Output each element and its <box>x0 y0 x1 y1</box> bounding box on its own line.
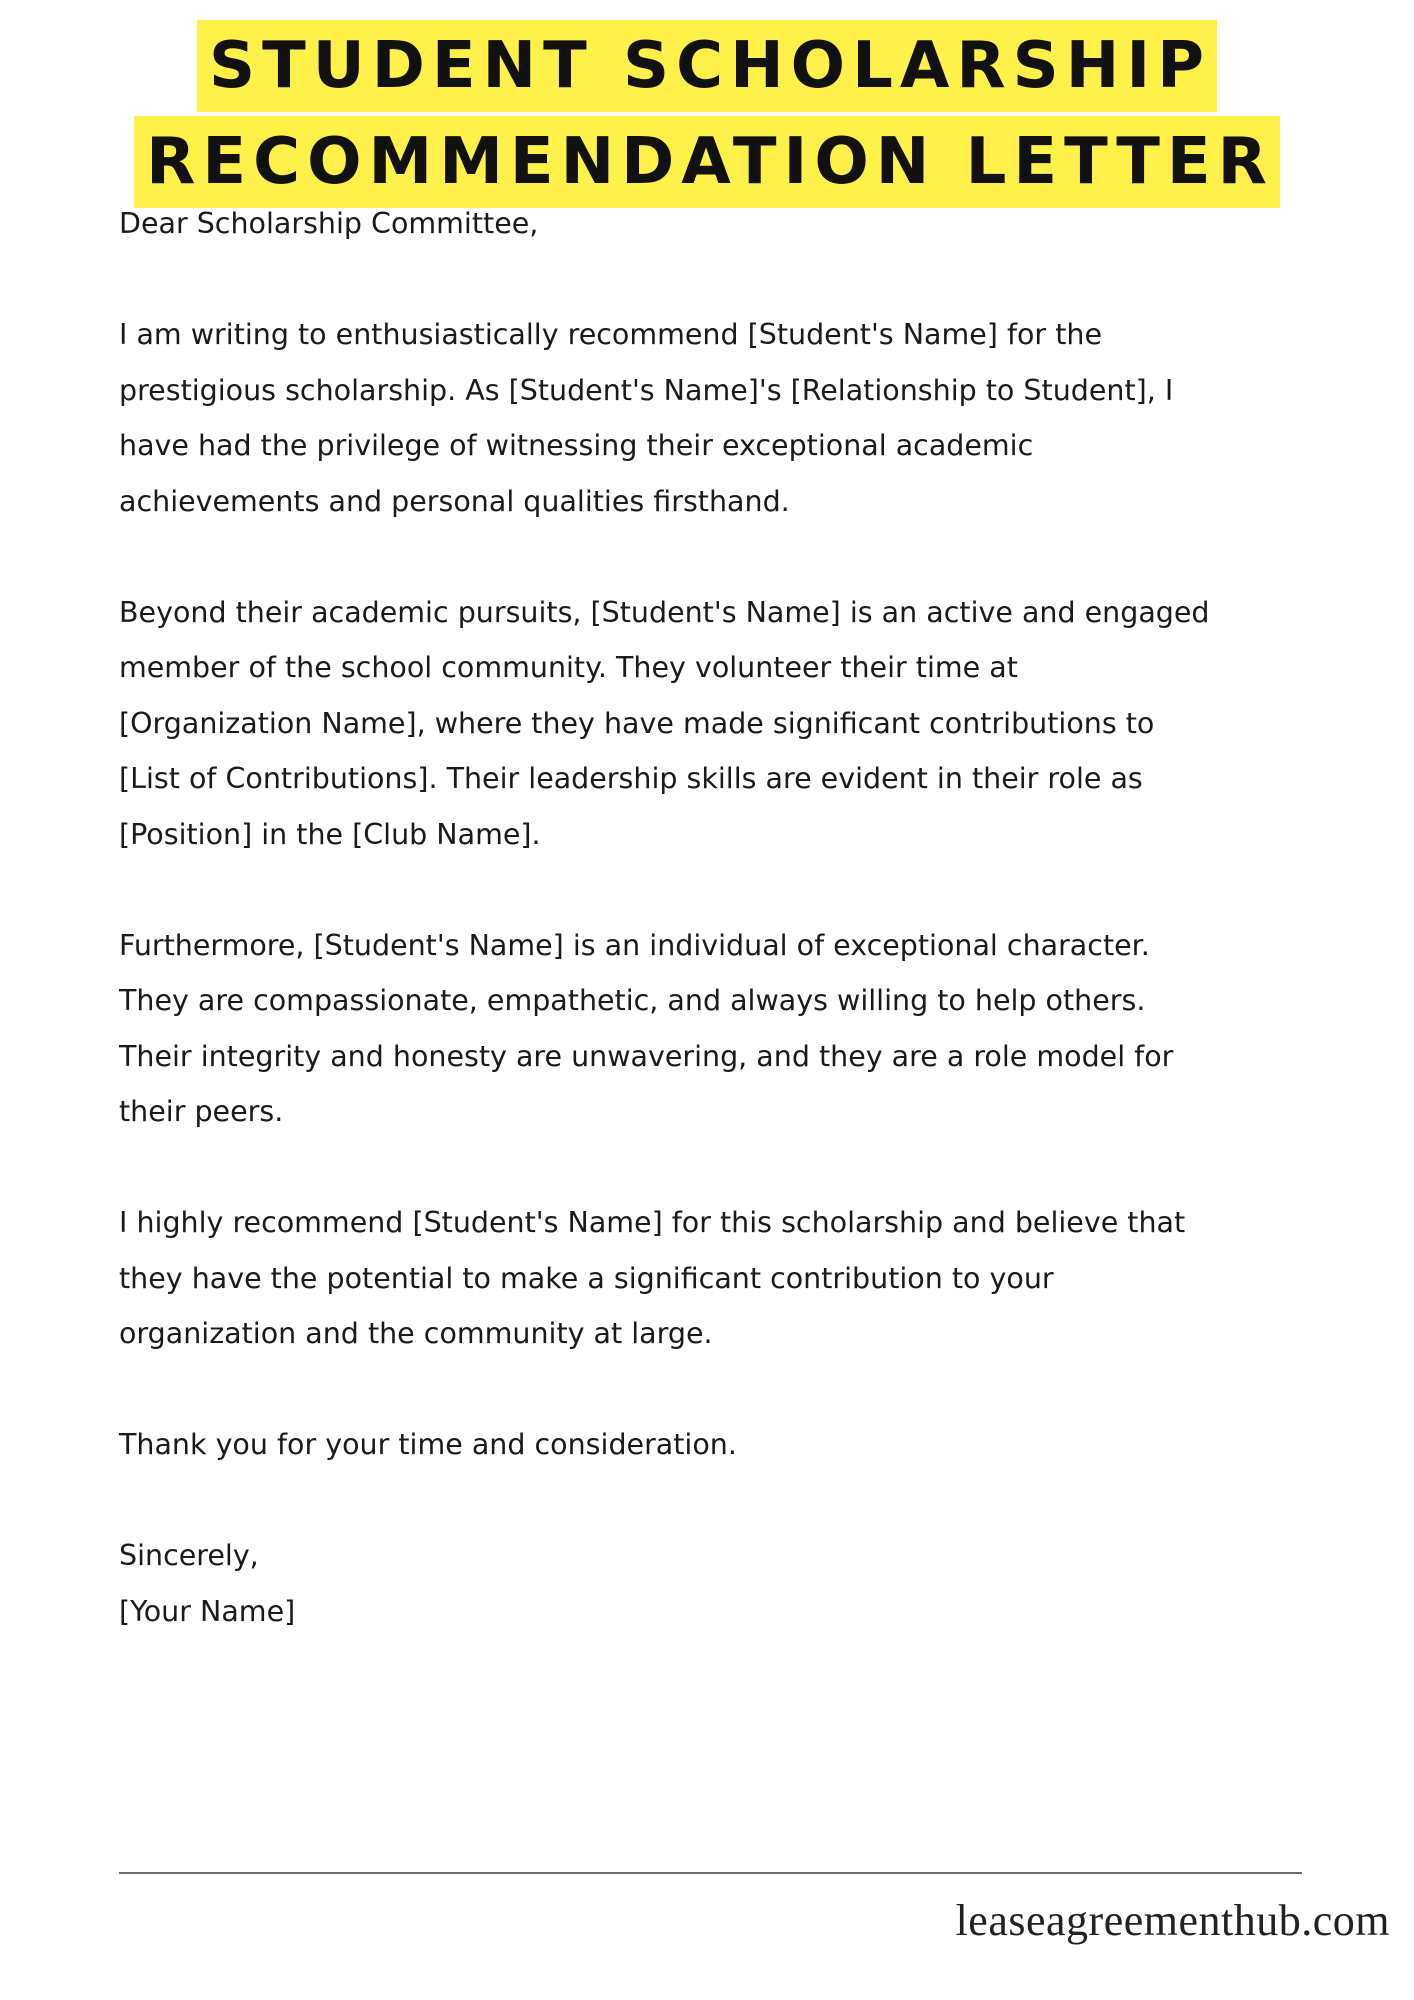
closing-block <box>119 1528 1319 1639</box>
title-line-2: RECOMMENDATION LETTER <box>134 116 1280 208</box>
paragraph-line: Their integrity and honesty are unwavering, and they are a role model for <box>119 1039 1174 1073</box>
paragraph-line: have had the privilege of witnessing their exceptional academic <box>119 429 1034 462</box>
paragraph-line: their peers. <box>119 1095 284 1128</box>
paragraph-line: they have the potential to make a significant contribution to your <box>119 1261 1054 1295</box>
paragraph-line: organization and the community at large. <box>119 1317 713 1350</box>
salutation: Dear Scholarship Committee, <box>119 207 539 240</box>
paragraph-5 <box>119 1417 1319 1473</box>
paragraph-1 <box>119 307 1319 529</box>
paragraph-line: Furthermore, [Student's Name] is an individual of exceptional character. <box>119 928 1150 962</box>
closing: Sincerely, <box>119 1539 259 1572</box>
paragraph-4 <box>119 1195 1319 1362</box>
paragraph-2 <box>119 585 1319 863</box>
paragraph-line: prestigious scholarship. As [Student's Name]'s [Relationship to Student], I <box>119 373 1174 407</box>
paragraph-line: I am writing to enthusiastically recommend [Student's Name] for the <box>119 318 1102 351</box>
paragraph-line: [Position] in the [Club Name]. <box>119 817 541 851</box>
paragraph-line: Thank you for your time and consideration. <box>119 1428 737 1461</box>
paragraph-line: [Organization Name], where they have made significant contributions to <box>119 706 1155 740</box>
paragraph-3 <box>119 918 1319 1140</box>
title-line-1: STUDENT SCHOLARSHIP <box>197 20 1217 112</box>
paragraph-line: Beyond their academic pursuits, [Student's Name] is an active and engaged <box>119 595 1210 629</box>
footer-website: leaseagreementhub.com <box>955 1896 1390 1945</box>
paragraph-line: [List of Contributions]. Their leadership skills are evident in their role as <box>119 762 1143 795</box>
letter-body <box>119 196 1319 1639</box>
footer-divider <box>119 1872 1302 1874</box>
document-title <box>0 20 1414 208</box>
paragraph-line: I highly recommend [Student's Name] for this scholarship and believe that <box>119 1206 1186 1239</box>
paragraph-line: achievements and personal qualities firsthand. <box>119 484 790 518</box>
signature: [Your Name] <box>119 1594 296 1628</box>
paragraph-line: member of the school community. They volunteer their time at <box>119 651 1018 684</box>
paragraph-line: They are compassionate, empathetic, and always willing to help others. <box>119 984 1146 1017</box>
